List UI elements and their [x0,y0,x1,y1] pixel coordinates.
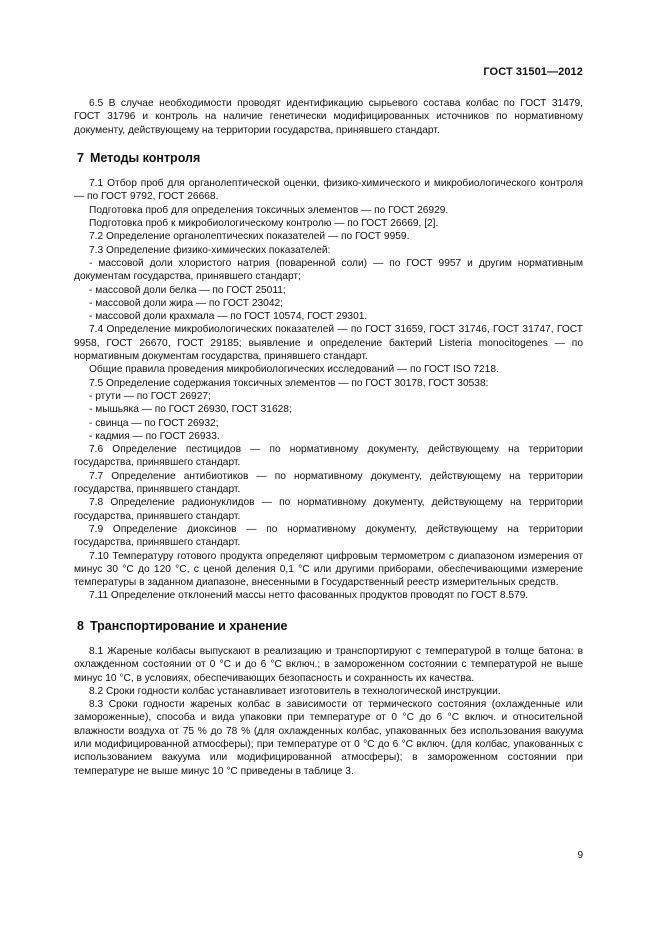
list-item: - мышьяка — по ГОСТ 26930, ГОСТ 31628; [89,404,292,416]
paragraph-6-5: 6.5 В случае необходимости проводят идентификацию сырьевого состава колбас по ГОСТ 31479, ГОСТ 31796 и контроль на наличие генетически модифицированных источников по нормативному документу, действующему на территории государства, принявшего стандарт. [74,98,583,136]
list-item: - ртути — по ГОСТ 26927; [89,390,211,402]
list-item: - свинца — по ГОСТ 26932; [89,417,219,429]
paragraph: 7.7 Определение антибиотиков — по нормативному документу, действующему на территории государства, принявшего стандарт. [74,470,583,496]
paragraph: 7.6 Определение пестицидов — по нормативному документу, действующему на территории государства, принявшего стандарт. [74,444,583,469]
section-7-heading [74,152,583,165]
paragraph: 8.2 Сроки годности колбас устанавливает изготовитель в технологической инструкции. [89,685,501,697]
paragraph: Подготовка проб к микробиологическому контролю — по ГОСТ 26669, [2]. [89,218,439,230]
section-8-number: 8 [77,618,84,633]
paragraph: 7.11 Определение отклонений массы нетто фасованных продуктов проводят по ГОСТ 8.579. [89,590,529,602]
list-item: - массовой доли белка — по ГОСТ 25011; [89,284,286,296]
paragraph: 7.9 Определение диоксинов — по нормативному документу, действующему на территории государства, принявшего стандарт. [74,523,583,549]
paragraph: 7.10 Температуру готового продукта определяют цифровым термометром с диапазоном измерения от минус 30 °С до 120 °С, с ценой деления 0,1 °С или другими приборами, обеспечивающими измерение температуры в заданном диапазоне, внесенными в Государственный реестр измерительных средств. [74,550,583,589]
paragraph: 8.3 Сроки годности жареных колбас в зависимости от термического состояния (охлажденные или замороженные), способа и вида упаковки при температуре от 0 °С до 6 °С включ. и относительной влажности воздуха от 75 % до 78 % (для охлажденных колбас, упакованных без использования вакуума или модифицированной атмосферы); при температуре от 0 °С до 6 °С включ. (для колбас, упакованных с использованием вакуума или модифицированной атмосферы); в замороженном состоянии при температуре не выше минус 10 °С приведены в таблице 3. [74,699,583,777]
list-item: - кадмия — по ГОСТ 26933. [89,430,220,442]
paragraph: 7.3 Определение физико-химических показателей: [89,244,331,256]
paragraph: 8.1 Жареные колбасы выпускают в реализацию и транспортируют с температурой в толще батона: в охлажденном состоянии от 0 °С и до 6 °С включ.; в замороженном состоянии с температурой не выше минус 10 °С, в условиях, обеспечивающих безопасность и сохранность их качества. [74,645,583,684]
paragraph: 7.1 Отбор проб для органолептической оценки, физико-химического и микробиологического контроля — по ГОСТ 9792, ГОСТ 26668. [74,178,583,203]
paragraph: 7.8 Определение радионуклидов — по нормативному документу, действующему на территории государства, принявшего стандарт. [74,497,583,522]
paragraph: Общие правила проведения микробиологических исследований — по ГОСТ ISO 7218. [89,364,499,376]
list-item: - массовой доли жира — по ГОСТ 23042; [89,297,283,309]
paragraph: 7.5 Определение содержания токсичных элементов — по ГОСТ 30178, ГОСТ 30538: [89,377,489,389]
list-item: - массовой доли крахмала — по ГОСТ 10574, ГОСТ 29301. [89,311,368,323]
paragraph: 7.4 Определение микробиологических показателей — по ГОСТ 31659, ГОСТ 31746, ГОСТ 31747, ГОСТ 9958, ГОСТ 26670, ГОСТ 29185; выявление и определение бактерий Listeria monocitogenes — по нормативным документам государства, принявшего стандарт. [74,324,583,363]
section-8-title: Транспортирование и хранение [89,618,288,633]
section-8-heading [74,620,583,633]
document-code: ГОСТ 31501—2012 [483,66,583,78]
list-item: - массовой доли хлористого натрия (поваренной соли) — по ГОСТ 9957 и другим нормативным документам государства, принявшего стандарт; [74,257,583,283]
page-content [74,97,583,778]
section-7-number: 7 [77,150,84,165]
section-7-title: Методы контроля [89,150,201,165]
paragraph: Подготовка проб для определения токсичных элементов — по ГОСТ 26929. [89,204,449,216]
paragraph: 7.2 Определение органолептических показателей — по ГОСТ 9959. [89,231,410,243]
page-number: 9 [577,850,583,861]
